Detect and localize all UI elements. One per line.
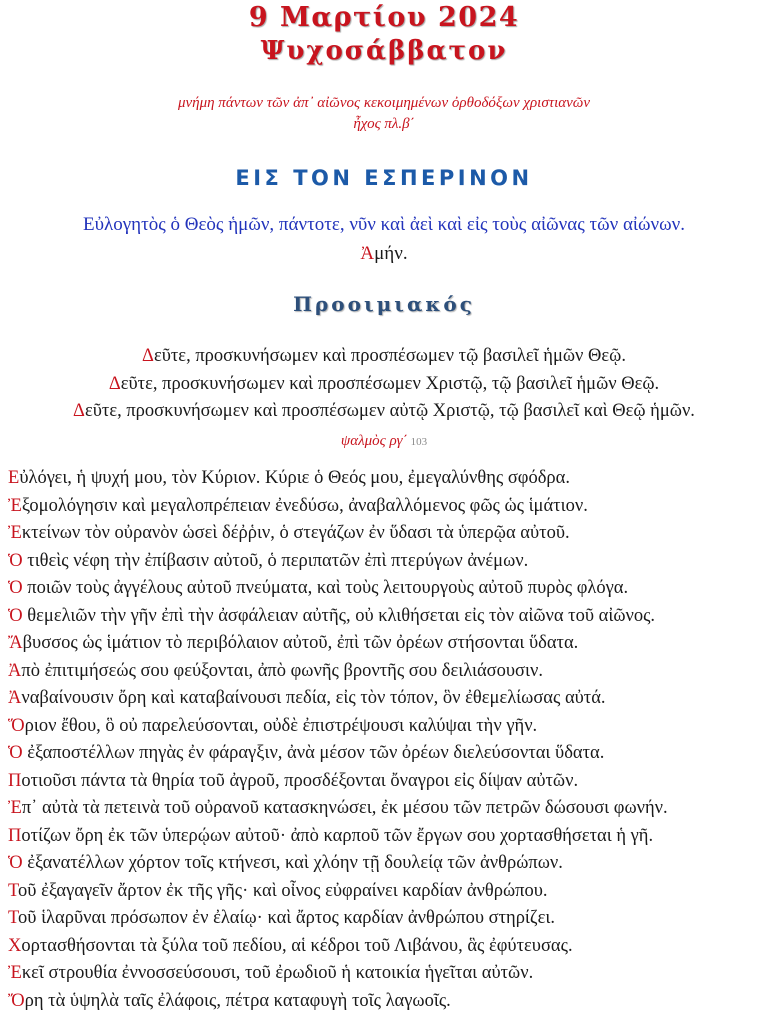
verse-initial: Ὁ <box>8 743 23 763</box>
verse-initial: Τ <box>8 908 19 928</box>
psalm-verse <box>8 878 760 906</box>
verse-text: ἐξανατέλλων χόρτον τοῖς κτήνεσι, καὶ χλόην τῇ δουλείᾳ τῶν ἀνθρώπων. <box>22 853 563 873</box>
psalm-verse <box>8 905 760 933</box>
service-date: 9 Μαρτίου 2024 <box>248 2 520 33</box>
verse-initial: Ἀ <box>8 660 22 681</box>
line-text: εῦτε, προσκυνήσωμεν καὶ προσπέσωμεν τῷ βασιλεῖ ἡμῶν Θεῷ. <box>153 346 626 366</box>
verse-initial: Ὄ <box>8 990 25 1011</box>
amen-response <box>0 243 768 265</box>
invitatory-line <box>0 343 768 371</box>
psalm-verse <box>8 685 760 713</box>
day-name: Ψυχοσάββατον <box>260 36 508 66</box>
verse-initial: Χ <box>8 935 22 956</box>
psalm-verses <box>8 465 760 1015</box>
verse-text: βυσσος ὡς ἱμάτιον τὸ περιβόλαιον αὐτοῦ, ἐπὶ τῶν ὀρέων στήσονται ὕδατα. <box>22 633 579 653</box>
verse-text: τιθεὶς νέφη τὴν ἐπίβασιν αὐτοῦ, ὁ περιπατῶν ἐπὶ πτερύγων ἀνέμων. <box>22 550 529 571</box>
verse-text: οτιοῦσι πάντα τὰ θηρία τοῦ ἀγροῦ, προσδέξονται ὄναγροι εἰς δίψαν αὐτῶν. <box>21 770 579 791</box>
psalm-verse <box>8 493 760 521</box>
psalm-number: 103 <box>410 436 428 448</box>
verse-initial: Ἐ <box>8 495 22 516</box>
psalm-verse <box>8 603 760 631</box>
amen-initial: Ἀ <box>360 243 375 264</box>
verse-text: κεῖ στρουθία ἐννοσσεύσουσι, τοῦ ἐρωδιοῦ ἡ κατοικία ἡγεῖται αὐτῶν. <box>21 963 534 983</box>
psalm-verse <box>8 548 760 576</box>
psalm-verse <box>8 520 760 548</box>
verse-initial: Ἀ <box>8 688 22 708</box>
verse-initial: Π <box>8 770 22 791</box>
verse-text: ρη τὰ ὑψηλὰ ταῖς ἐλάφοις, πέτρα καταφυγὴ τοῖς λαγωοῖς. <box>24 990 451 1011</box>
verse-initial: Ὁ <box>8 578 23 598</box>
verse-initial: Ε <box>8 468 20 488</box>
verse-initial: Ὁ <box>8 550 23 571</box>
opening-blessing: Εὐλογητὸς ὁ Θεὸς ἡμῶν, πάντοτε, νῦν καὶ ἀεὶ καὶ εἰς τοὺς αἰῶνας τῶν αἰώνων. <box>83 214 685 235</box>
verse-initial: Ἄ <box>8 633 23 653</box>
verse-initial: Ἐ <box>8 963 22 983</box>
verse-text: π᾽ αὐτὰ τὰ πετεινὰ τοῦ οὐρανοῦ κατασκηνώσει, ἐκ μέσου τῶν πετρῶν δώσουσι φωνήν. <box>21 798 668 818</box>
invitatory-line <box>0 371 768 399</box>
verse-text: ορτασθήσονται τὰ ξύλα τοῦ πεδίου, αἱ κέδροι τοῦ Λιβάνου, ἃς ἐφύτευσας. <box>21 935 573 956</box>
psalm-verse <box>8 713 760 741</box>
section-heading: ΕΙΣ ΤΟΝ ΕΣΠΕΡΙΝΟΝ <box>235 166 533 190</box>
tone-label: ἦχος πλ.β΄ <box>353 116 415 132</box>
drop-initial: Δ <box>73 401 85 421</box>
verse-initial: Π <box>8 825 22 846</box>
verse-initial: Τ <box>8 880 19 901</box>
verse-text: ὐλόγει, ἡ ψυχή μου, τὸν Κύριον. Κύριε ὁ Θεός μου, ἐμεγαλύνθης σφόδρα. <box>19 468 570 488</box>
psalm-verse <box>8 933 760 961</box>
verse-text: θεμελιῶν τὴν γῆν ἐπὶ τὴν ἀσφάλειαν αὐτῆς, οὐ κλιθήσεται εἰς τὸν αἰῶνα τοῦ αἰῶνος. <box>22 605 656 626</box>
verse-text: κτείνων τὸν οὐρανὸν ὡσεὶ δέῤῥιν, ὁ στεγάζων ἐν ὕδασι τὰ ὑπερῷα αὐτοῦ. <box>21 523 570 543</box>
psalm-verse <box>8 960 760 988</box>
verse-initial: Ὅ <box>8 715 25 736</box>
verse-text: ριον ἔθου, ὃ οὐ παρελεύσονται, οὐδὲ ἐπιστρέψουσι καλύψαι τὴν γῆν. <box>24 715 538 736</box>
verse-text: ξομολόγησιν καὶ μεγαλοπρέπειαν ἐνεδύσω, ἀναβαλλόμενος φῶς ὡς ἱμάτιον. <box>21 495 588 516</box>
verse-text: οῦ ἱλαρῦναι πρόσωπον ἐν ἐλαίῳ· καὶ ἄρτος καρδίαν ἀνθρώπου στηρίζει. <box>18 908 555 928</box>
psalm-verse <box>8 823 760 851</box>
verse-initial: Ὁ <box>8 605 23 626</box>
psalm-verse <box>8 795 760 823</box>
psalm-verse <box>8 575 760 603</box>
verse-text: ἐξαποστέλλων πηγὰς ἐν φάραγξιν, ἀνὰ μέσον τῶν ὀρέων διελεύσονται ὕδατα. <box>22 743 605 763</box>
drop-initial: Δ <box>142 346 154 366</box>
psalm-verse <box>8 658 760 686</box>
invitatory-line <box>0 398 768 426</box>
psalm-verse <box>8 988 760 1016</box>
psalm-title-text: ψαλμὸς ργ΄ <box>340 433 408 449</box>
psalm-verse <box>8 465 760 493</box>
verse-initial: Ἐ <box>8 523 22 543</box>
psalm-verse <box>8 850 760 878</box>
verse-initial: Ἐ <box>8 798 22 818</box>
psalm-verse <box>8 740 760 768</box>
invitatory <box>0 343 768 426</box>
psalm-verse <box>8 768 760 796</box>
drop-initial: Δ <box>108 373 121 394</box>
line-text: εῦτε, προσκυνήσωμεν καὶ προσπέσωμεν Χριστῷ, τῷ βασιλεῖ ἡμῶν Θεῷ. <box>120 373 660 394</box>
verse-text: πὸ ἐπιτιμήσεώς σου φεύξονται, ἀπὸ φωνῆς βροντῆς σου δειλιάσουσιν. <box>21 660 543 681</box>
psalm-verse <box>8 630 760 658</box>
verse-text: οῦ ἐξαγαγεῖν ἄρτον ἐκ τῆς γῆς· καὶ οἶνος εὐφραίνει καρδίαν ἀνθρώπου. <box>18 880 548 901</box>
verse-text: οτίζων ὄρη ἐκ τῶν ὑπερῴων αὐτοῦ· ἀπὸ καρποῦ τῶν ἔργων σου χορτασθήσεται ἡ γῆ. <box>21 825 654 846</box>
line-text: εῦτε, προσκυνήσωμεν καὶ προσπέσωμεν αὐτῷ Χριστῷ, τῷ βασιλεῖ καὶ Θεῷ ἡμῶν. <box>84 401 695 421</box>
verse-text: ποιῶν τοὺς ἀγγέλους αὐτοῦ πνεύματα, καὶ τοὺς λειτουργοὺς αὐτοῦ πυρὸς φλόγα. <box>22 578 629 598</box>
commemoration: μνήμη πάντων τῶν ἀπ᾽ αἰῶνος κεκοιμημένων ὀρθοδόξων χριστιανῶν <box>177 95 591 111</box>
subheading: Προοιμιακός <box>293 292 475 316</box>
verse-initial: Ὁ <box>8 853 23 873</box>
verse-text: ναβαίνουσιν ὄρη καὶ καταβαίνουσι πεδία, εἰς τὸν τόπον, ὃν ἐθεμελίωσας αὐτά. <box>21 688 606 708</box>
amen-rest: μήν. <box>374 243 408 264</box>
psalm-title <box>0 433 768 450</box>
